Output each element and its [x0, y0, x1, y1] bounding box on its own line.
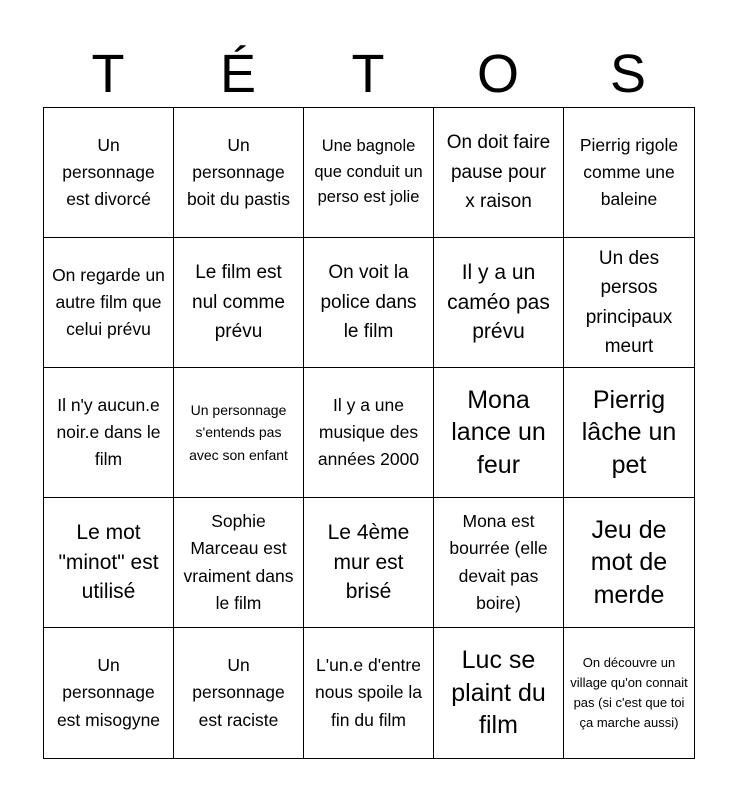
- bingo-cell-text: Luc se plaint du film: [451, 646, 546, 740]
- header-letter-5: S: [609, 44, 647, 104]
- bingo-cell-r5c4[interactable]: [434, 628, 564, 758]
- bingo-cell-text: Le film est nul comme prévu: [192, 262, 285, 343]
- bingo-cell-text: Jeu de mot de merde: [590, 515, 668, 609]
- bingo-cell-text: Pierrig lâche un pet: [581, 385, 677, 479]
- bingo-cell-text: Il n'y aucun.e noir.e dans le film: [56, 394, 161, 470]
- bingo-cell-r5c5[interactable]: [564, 628, 694, 758]
- bingo-cell-text: Mona est bourrée (elle devait pas boire): [449, 511, 548, 613]
- bingo-cell-r4c2[interactable]: [174, 498, 304, 628]
- bingo-cell-r3c4[interactable]: [434, 368, 564, 498]
- bingo-cell-r2c4[interactable]: [434, 238, 564, 368]
- bingo-cell-r1c2[interactable]: [174, 108, 304, 238]
- header-letter-2: É: [219, 44, 257, 104]
- bingo-cell-r5c2[interactable]: [174, 628, 304, 758]
- bingo-cell-r2c1[interactable]: [44, 238, 174, 368]
- bingo-cell-r4c5[interactable]: [564, 498, 694, 628]
- bingo-cell-r2c5[interactable]: [564, 238, 694, 368]
- header-letter-3: T: [351, 44, 385, 104]
- bingo-cell-r1c4[interactable]: [434, 108, 564, 238]
- bingo-cell-text: Pierrig rigole comme une baleine: [579, 134, 679, 210]
- bingo-cell-text: Il y a un caméo pas prévu: [447, 261, 550, 344]
- bingo-cell-text: Un personnage est misogyne: [56, 655, 161, 730]
- bingo-cell-r3c5[interactable]: [564, 368, 694, 498]
- bingo-cell-text: Sophie Marceau est vraiment dans le film: [183, 511, 294, 613]
- bingo-cell-r3c3[interactable]: [304, 368, 434, 498]
- bingo-cell-r1c5[interactable]: [564, 108, 694, 238]
- bingo-cell-text: Une bagnole que conduit un perso est jolie: [314, 137, 423, 207]
- bingo-cell-r4c1[interactable]: [44, 498, 174, 628]
- bingo-cell-text: Il y a une musique des années 2000: [317, 394, 420, 470]
- bingo-cell-text: On voit la police dans le film: [320, 262, 417, 343]
- header-letter-4: O: [476, 44, 519, 104]
- bingo-cell-r1c3[interactable]: [304, 108, 434, 238]
- bingo-board: [43, 107, 695, 759]
- bingo-cell-text: On découvre un village qu'on connait pas (si c'est que toi ça marche aussi): [570, 654, 688, 731]
- bingo-cell-r1c1[interactable]: [44, 108, 174, 238]
- bingo-cell-r5c3[interactable]: [304, 628, 434, 758]
- bingo-cell-r2c3[interactable]: [304, 238, 434, 368]
- bingo-cell-text: Un personnage est divorcé: [62, 134, 155, 210]
- bingo-cell-r4c3[interactable]: [304, 498, 434, 628]
- bingo-cell-r5c1[interactable]: [44, 628, 174, 758]
- bingo-cell-text: Un des persos principaux meurt: [585, 247, 673, 357]
- bingo-cell-text: Un personnage est raciste: [192, 655, 285, 730]
- bingo-cell-r4c4[interactable]: [434, 498, 564, 628]
- bingo-cell-r3c1[interactable]: [44, 368, 174, 498]
- bingo-header: [43, 40, 693, 108]
- bingo-cell-text: Mona lance un feur: [451, 385, 546, 479]
- bingo-cell-text: Le mot "minot" est utilisé: [58, 521, 159, 604]
- header-letter-1: T: [91, 44, 125, 104]
- bingo-cell-text: Un personnage s'entends pas avec son enfant: [189, 401, 288, 463]
- bingo-cell-r2c2[interactable]: [174, 238, 304, 368]
- bingo-cell-text: Le 4ème mur est brisé: [327, 521, 410, 604]
- bingo-cell-r3c2[interactable]: [174, 368, 304, 498]
- bingo-cell-text: On doit faire pause pour x raison: [446, 132, 551, 213]
- bingo-cell-text: L'un.e d'entre nous spoile la fin du film: [314, 655, 423, 730]
- bingo-cell-text: Un personnage boit du pastis: [186, 134, 291, 210]
- bingo-cell-text: On regarde un autre film que celui prévu: [52, 264, 165, 340]
